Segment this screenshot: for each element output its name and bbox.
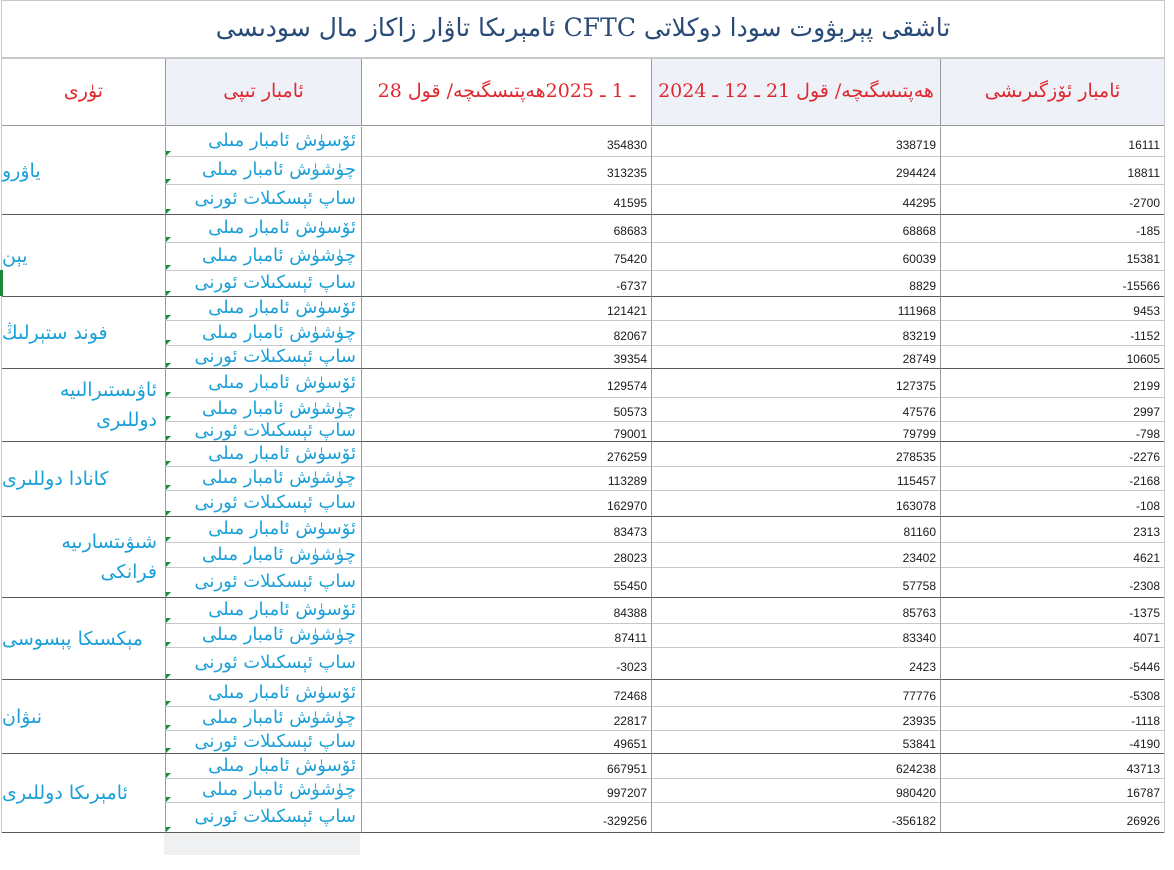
type-cell: ئۆسۈش ئامبار مىلى <box>165 680 361 707</box>
header-date-previous: ھەپتىسگىچە/ قول 21 ـ 12 ـ 2024 <box>651 59 940 126</box>
note-marker <box>166 674 171 679</box>
value-change: -15566 <box>940 271 1164 297</box>
value-change: 4621 <box>940 543 1164 568</box>
value-change: -2308 <box>940 568 1164 598</box>
header-region: تۈرى <box>2 59 165 126</box>
note-marker <box>166 436 171 441</box>
region-name: مېكسىكا پېسوسى <box>2 598 165 680</box>
value-change: -2276 <box>940 442 1164 467</box>
type-cell: چۈشۈش ئامبار مىلى <box>165 243 361 271</box>
note-marker <box>166 416 171 421</box>
value-previous: 68868 <box>651 215 940 243</box>
value-previous: -356182 <box>651 803 940 833</box>
value-current: 50573 <box>361 398 651 422</box>
value-current: 276259 <box>361 442 651 467</box>
value-previous: 115457 <box>651 467 940 491</box>
value-change: -1152 <box>940 321 1164 346</box>
row-marker <box>0 270 3 296</box>
page-title: ئامېرىكا تاۋار زاكاز مال سودىسى CFTC تاشقى پېرېۋوت سودا دوكلاتى <box>1 0 1165 58</box>
type-cell: ساپ ئېسكىلات ئورنى <box>165 648 361 680</box>
type-cell: ساپ ئېسكىلات ئورنى <box>165 568 361 598</box>
type-cell: چۈشۈش ئامبار مىلى <box>165 321 361 346</box>
value-previous: 57758 <box>651 568 940 598</box>
value-current: 162970 <box>361 491 651 517</box>
note-marker <box>166 151 171 156</box>
note-marker <box>166 511 171 516</box>
value-change: -185 <box>940 215 1164 243</box>
value-current: 83473 <box>361 517 651 543</box>
value-change: -4190 <box>940 731 1164 754</box>
value-current: 87411 <box>361 624 651 648</box>
note-marker <box>166 315 171 320</box>
value-previous: 47576 <box>651 398 940 422</box>
note-marker <box>166 701 171 706</box>
region-name: شىۋىتسارىيە فرانكى <box>2 517 165 598</box>
type-cell: ئۆسۈش ئامبار مىلى <box>165 215 361 243</box>
value-change: 2313 <box>940 517 1164 543</box>
type-cell: ئۆسۈش ئامبار مىلى <box>165 127 361 157</box>
value-current: 49651 <box>361 731 651 754</box>
note-marker <box>166 363 171 368</box>
value-change: -2168 <box>940 467 1164 491</box>
value-previous: 8829 <box>651 271 940 297</box>
type-cell: ئۆسۈش ئامبار مىلى <box>165 442 361 467</box>
type-cell: ساپ ئېسكىلات ئورنى <box>165 491 361 517</box>
note-marker <box>166 773 171 778</box>
value-current: -3023 <box>361 648 651 680</box>
value-change: -2700 <box>940 185 1164 215</box>
type-cell: چۈشۈش ئامبار مىلى <box>165 779 361 803</box>
value-change: -108 <box>940 491 1164 517</box>
value-current: 41595 <box>361 185 651 215</box>
value-current: 28023 <box>361 543 651 568</box>
type-cell: چۈشۈش ئامبار مىلى <box>165 543 361 568</box>
type-cell: چۈشۈش ئامبار مىلى <box>165 398 361 422</box>
value-previous: 83219 <box>651 321 940 346</box>
value-previous: 624238 <box>651 754 940 779</box>
value-previous: 163078 <box>651 491 940 517</box>
value-current: 997207 <box>361 779 651 803</box>
note-marker <box>166 797 171 802</box>
value-previous: 28749 <box>651 346 940 369</box>
value-current: 84388 <box>361 598 651 624</box>
value-previous: 111968 <box>651 297 940 321</box>
value-current: 72468 <box>361 680 651 707</box>
type-cell: ئۆسۈش ئامبار مىلى <box>165 517 361 543</box>
value-current: 667951 <box>361 754 651 779</box>
value-current: -329256 <box>361 803 651 833</box>
value-current: 68683 <box>361 215 651 243</box>
type-cell: ساپ ئېسكىلات ئورنى <box>165 271 361 297</box>
value-change: 10605 <box>940 346 1164 369</box>
type-cell: ساپ ئېسكىلات ئورنى <box>165 731 361 754</box>
region-name: ئاۋىستىرالىيە دوللىرى <box>2 369 165 442</box>
value-previous: 83340 <box>651 624 940 648</box>
value-previous: 79799 <box>651 422 940 442</box>
value-current: 113289 <box>361 467 651 491</box>
value-previous: 23935 <box>651 707 940 731</box>
type-cell: چۈشۈش ئامبار مىلى <box>165 624 361 648</box>
value-previous: 53841 <box>651 731 940 754</box>
value-change: 9453 <box>940 297 1164 321</box>
type-cell: چۈشۈش ئامبار مىلى <box>165 467 361 491</box>
value-change: -1118 <box>940 707 1164 731</box>
type-cell: ساپ ئېسكىلات ئورنى <box>165 346 361 369</box>
type-cell: ئۆسۈش ئامبار مىلى <box>165 369 361 398</box>
value-previous: 44295 <box>651 185 940 215</box>
region-name: يېن <box>2 215 165 297</box>
value-change: 16787 <box>940 779 1164 803</box>
value-previous: 338719 <box>651 127 940 157</box>
empty-cell <box>164 833 360 855</box>
region-name: نىۋان <box>2 680 165 754</box>
value-change: 26926 <box>940 803 1164 833</box>
note-marker <box>166 461 171 466</box>
value-previous: 2423 <box>651 648 940 680</box>
value-change: 18811 <box>940 157 1164 185</box>
type-cell: چۈشۈش ئامبار مىلى <box>165 707 361 731</box>
value-change: -1375 <box>940 598 1164 624</box>
value-change: 4071 <box>940 624 1164 648</box>
note-marker <box>166 340 171 345</box>
note-marker <box>166 485 171 490</box>
value-previous: 294424 <box>651 157 940 185</box>
type-cell: ئۆسۈش ئامبار مىلى <box>165 598 361 624</box>
note-marker <box>166 537 171 542</box>
note-marker <box>166 827 171 832</box>
note-marker <box>166 748 171 753</box>
region-name: كانادا دوللىرى <box>2 442 165 517</box>
value-previous: 278535 <box>651 442 940 467</box>
value-current: 75420 <box>361 243 651 271</box>
type-cell: ئۆسۈش ئامبار مىلى <box>165 297 361 321</box>
value-change: 15381 <box>940 243 1164 271</box>
note-marker <box>166 179 171 184</box>
region-name: ياۋرو <box>2 127 165 215</box>
note-marker <box>166 237 171 242</box>
note-marker <box>166 562 171 567</box>
value-change: -5308 <box>940 680 1164 707</box>
value-previous: 60039 <box>651 243 940 271</box>
type-cell: ساپ ئېسكىلات ئورنى <box>165 422 361 442</box>
value-change: -5446 <box>940 648 1164 680</box>
value-previous: 127375 <box>651 369 940 398</box>
value-previous: 85763 <box>651 598 940 624</box>
value-current: -6737 <box>361 271 651 297</box>
value-change: 2199 <box>940 369 1164 398</box>
type-cell: ساپ ئېسكىلات ئورنى <box>165 185 361 215</box>
type-cell: ئۆسۈش ئامبار مىلى <box>165 754 361 779</box>
region-name: ئامېرىكا دوللىرى <box>2 754 165 833</box>
value-current: 22817 <box>361 707 651 731</box>
region-name: فوند ستېرلىڭ <box>2 297 165 369</box>
value-change: -798 <box>940 422 1164 442</box>
note-marker <box>166 209 171 214</box>
type-cell: چۈشۈش ئامبار مىلى <box>165 157 361 185</box>
value-previous: 23402 <box>651 543 940 568</box>
note-marker <box>166 291 171 296</box>
value-current: 121421 <box>361 297 651 321</box>
value-current: 313235 <box>361 157 651 185</box>
value-previous: 81160 <box>651 517 940 543</box>
value-current: 55450 <box>361 568 651 598</box>
value-change: 2997 <box>940 398 1164 422</box>
value-previous: 77776 <box>651 680 940 707</box>
note-marker <box>166 592 171 597</box>
header-change: ئامبار ئۆزگىرىشى <box>940 59 1164 126</box>
type-cell: ساپ ئېسكىلات ئورنى <box>165 803 361 833</box>
header-type: ئامبار تىپى <box>165 59 361 126</box>
value-current: 39354 <box>361 346 651 369</box>
value-change: 16111 <box>940 127 1164 157</box>
note-marker <box>166 642 171 647</box>
value-change: 43713 <box>940 754 1164 779</box>
value-current: 82067 <box>361 321 651 346</box>
header-date-current: 28 ـ 1 ـ 2025ھەپتىسگىچە/ قول <box>361 59 651 126</box>
note-marker <box>166 618 171 623</box>
value-current: 129574 <box>361 369 651 398</box>
data-table <box>1 58 1165 833</box>
value-previous: 980420 <box>651 779 940 803</box>
note-marker <box>166 392 171 397</box>
note-marker <box>166 265 171 270</box>
value-current: 79001 <box>361 422 651 442</box>
value-current: 354830 <box>361 127 651 157</box>
note-marker <box>166 725 171 730</box>
